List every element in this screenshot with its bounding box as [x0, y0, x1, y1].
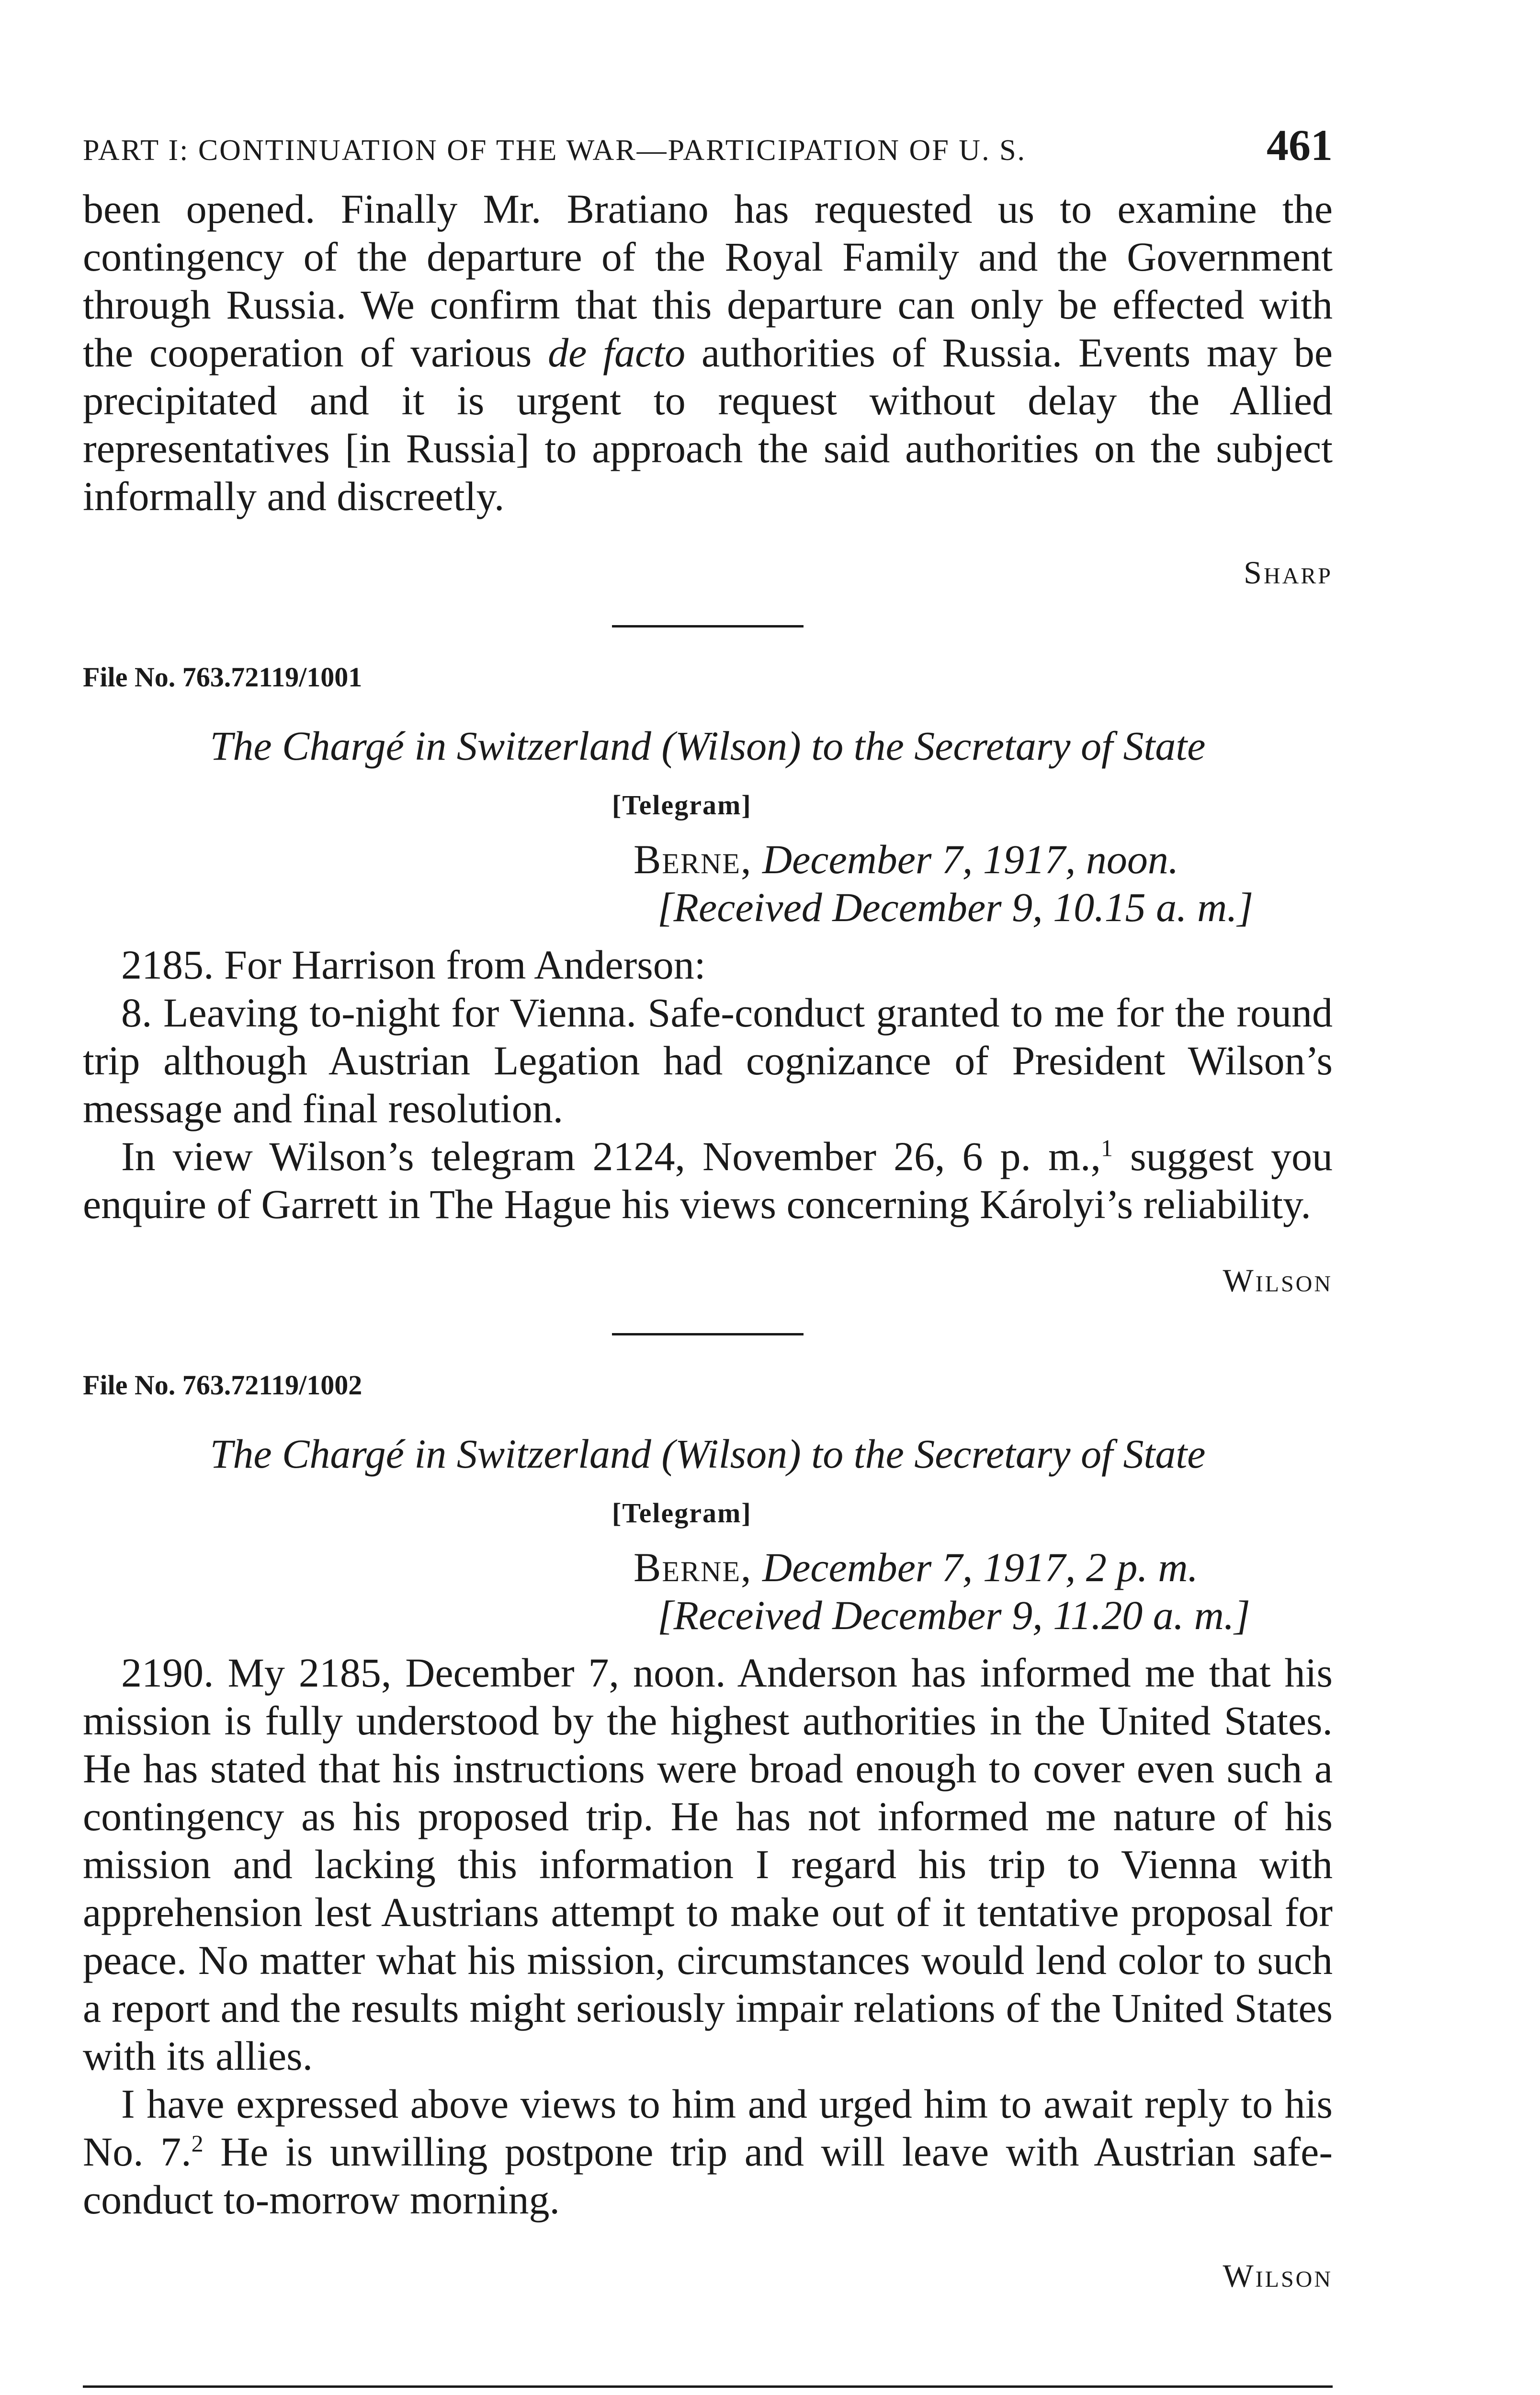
file-value: 763.72119/1001: [182, 661, 362, 693]
continuation-paragraph: [83, 185, 1333, 520]
received-1: [657, 883, 1333, 931]
doc2-para2-rest: He is unwilling postpone trip and will leave with Austrian safe-conduct to-morrow morning.: [83, 2129, 1333, 2223]
page-content: [83, 120, 1333, 2295]
document-title-1: The Chargé in Switzerland (Wilson) to the Secretary of State: [210, 723, 1206, 769]
continuation-text-2: authorities of Russia. Events may be precipitated and it is urgent to request without delay the Allied representatives [in Russia] to approach the said authorities on the subject informally and discreetly.: [83, 330, 1333, 519]
running-head: [83, 120, 1333, 171]
file-number-1002: [83, 1369, 1333, 1401]
footnote-ref-1: 1: [1100, 1134, 1113, 1162]
dateline-place: Berne,: [634, 1544, 752, 1590]
doc2-paragraph-2: [83, 2080, 1333, 2224]
file-value: 763.72119/1002: [182, 1369, 362, 1401]
running-head-title: PART I: CONTINUATION OF THE WAR—PARTICIPATION OF U. S.: [83, 134, 1027, 167]
signature-sharp: Sharp: [1244, 554, 1333, 591]
signature-wilson-1: Wilson: [1223, 1262, 1333, 1299]
doc2-paragraph-1: 2190. My 2185, December 7, noon. Anderson has informed me that his mission is fully understood by the highest authorities in the United States. He has stated that his instructions were broad enough to cover even such a contingency as his proposed trip. He has not informed me nature of his mission and lacking this information I regard his trip to Vienna with apprehension lest Austrians attempt to make out of it tentative proposal for peace. No matter what his mission, circumstances would lend color to such a report and the results might seriously impair relations of the United States with its allies.: [83, 1650, 1333, 2079]
document-type-2: [Telegram]: [612, 1497, 752, 1528]
signature-wilson-2: Wilson: [1223, 2258, 1333, 2294]
dateline-date: December 7, 1917, noon.: [752, 836, 1179, 882]
continuation-text-1: been opened. Finally Mr. Bratiano has requested us to examine the contingency of the departure of the Royal Family and the Government through Russia. We confirm that this departure can only be effected with the cooperation of various: [83, 186, 1333, 376]
doc1-paragraph-1: 2185. For Harrison from Anderson:: [121, 942, 706, 988]
received-text: [Received December 9, 10.15 a. m.]: [657, 884, 1254, 930]
received-2: [657, 1591, 1333, 1639]
file-label: File No.: [83, 661, 176, 693]
document-type-1: [Telegram]: [612, 789, 752, 821]
dateline-date: December 7, 1917, 2 p. m.: [752, 1544, 1198, 1590]
file-label: File No.: [83, 1369, 176, 1401]
doc2-para2-text: I have expressed above views to him and urged him to await reply to his No. 7.: [83, 2081, 1333, 2175]
footnotes: [83, 2385, 1333, 2395]
file-number-1001: [83, 661, 1333, 693]
doc1-paragraph-2: 8. Leaving to-night for Vienna. Safe-conduct granted to me for the round trip although Austrian Legation had cognizance of President Wilson’s message and final resolution.: [83, 990, 1333, 1131]
dateline-1: [634, 835, 1333, 883]
continuation-italic: de facto: [548, 330, 686, 376]
received-text: [Received December 9, 11.20 a. m.]: [657, 1592, 1250, 1638]
page-number: 461: [1267, 121, 1333, 170]
section-divider: [612, 625, 804, 627]
doc1-para3-text: In view Wilson’s telegram 2124, November 26, 6 p. m.,: [121, 1133, 1101, 1179]
document-title-2: The Chargé in Switzerland (Wilson) to the Secretary of State: [210, 1431, 1206, 1477]
section-divider: [612, 1333, 804, 1335]
doc1-paragraph-3: [83, 1132, 1333, 1228]
dateline-2: [634, 1543, 1333, 1591]
dateline-place: Berne,: [634, 836, 752, 882]
footnote-ref-2: 2: [191, 2130, 204, 2157]
doc1-para3-rest: suggest you enquire of Garrett in The Hague his views concerning Károlyi’s reliability.: [83, 1133, 1333, 1227]
